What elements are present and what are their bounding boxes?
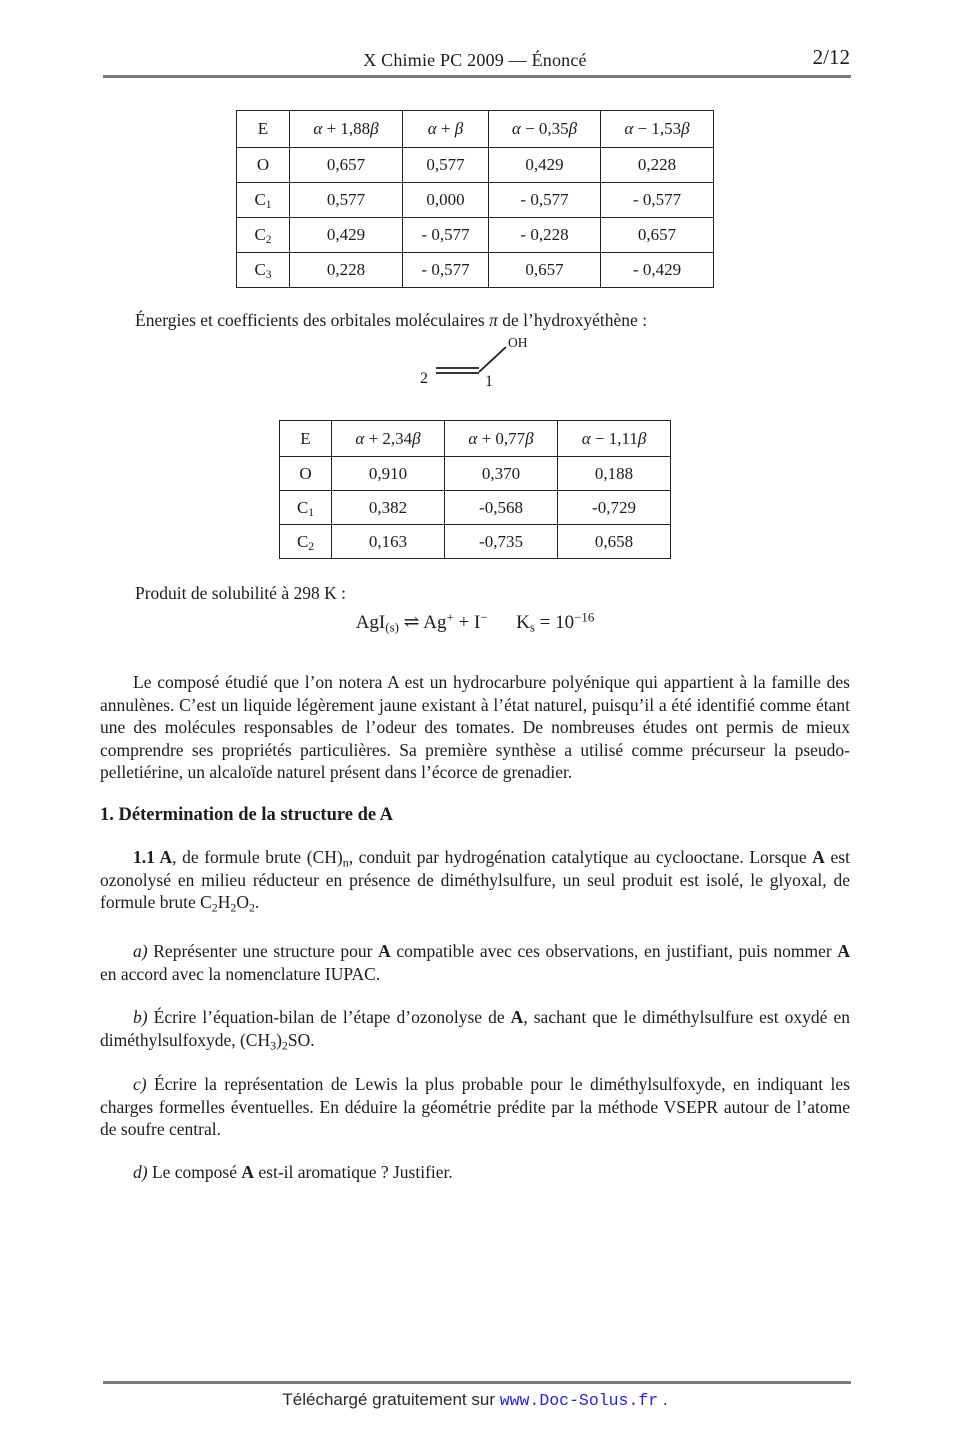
table-header-cell [489,111,601,148]
table-row [237,148,714,183]
molecule-structure [100,332,850,395]
question-d [100,1161,850,1184]
solubility-title: Produit de solubilité à 298 K : [135,583,346,603]
text-segment: s [529,619,535,635]
table-row [237,218,714,253]
text-segment: 3 [265,268,272,282]
text-segment: A [812,847,825,867]
text-segment: C [254,225,266,244]
solubility-equation [100,611,850,634]
text-segment: A [241,1162,255,1182]
text-segment: E [300,428,311,448]
hydroxyethene-diagram [414,332,536,390]
text-segment: α [355,428,365,448]
text-segment: β [412,428,421,448]
hydroxyl-label: OH [508,335,528,350]
table-row [280,525,671,559]
text-segment: β [525,428,534,448]
table-cell: 0,228 [290,253,403,288]
text-segment: ) [276,1029,282,1050]
table-row [237,183,714,218]
text-segment: est ozonolysé en milieu réducteur en présence de diméthylsulfure, un seul produit est isolé, le glyoxal, de formule brute C [100,847,850,912]
table-cell: 0,163 [332,525,445,559]
table-cell: 0,657 [489,253,601,288]
text-segment: 2 [211,900,218,915]
table-cell: 0,657 [290,148,403,183]
table-row [237,253,714,288]
table-header-cell [237,111,290,148]
atom-label-1: 1 [485,373,493,390]
header-rule [103,75,851,78]
table-header-cell [290,111,403,148]
text-segment: Écrire la représentation de Lewis la plus probable pour le diméthylsulfoxyde, en indiquant les charges formelles éventuelles. En déduire la géométrie prédite par la méthode VSEPR autour de l’atome de soufre central. [100,1074,850,1139]
table-cell: 0,370 [445,457,558,491]
text-segment: − [480,609,488,625]
table-cell: 0,000 [403,183,489,218]
question-a [100,940,850,985]
text-segment: O [256,155,270,174]
text-segment: β [637,428,647,448]
text-segment: A [837,941,850,961]
text-segment: + 1,88 [322,119,371,138]
text-segment: O [299,463,312,483]
text-segment: 2 [281,1037,288,1052]
table-row-label [237,218,290,253]
paragraph-1-1 [100,846,850,914]
text-segment: α [624,119,634,138]
text-segment: + [436,119,455,138]
text-segment: 3 [270,1037,277,1052]
table-cell: 0,429 [489,148,601,183]
text-segment: α [313,119,323,138]
table-row-label [237,183,290,218]
text-segment: ⇌ [398,612,424,633]
text-segment: C [296,497,309,517]
table-header-cell [403,111,489,148]
text-segment: Énergies et coefficients des orbitales moléculaires [135,310,490,330]
text-segment: , sachant que le diméthylsulfure est oxydé en diméthylsulfoxyde, (CH [100,1007,850,1050]
footer-suffix: . [658,1390,668,1409]
text-segment: −16 [574,609,595,625]
text-segment: 2 [308,539,315,553]
table-cell: 0,577 [403,148,489,183]
table-row [280,457,671,491]
text-segment: Ag [423,612,447,633]
table-cell: 0,228 [601,148,714,183]
table-header-cell [445,421,558,457]
table-header-row [237,111,714,148]
table-header-cell [280,421,332,457]
text-segment: 2 [265,233,272,247]
text-segment: (s) [385,619,399,635]
text-segment: β [454,119,464,138]
text-segment: = 10 [534,612,575,633]
text-segment: 2 [248,900,255,915]
table-cell: 0,429 [290,218,403,253]
atom-label-2: 2 [420,370,428,387]
table-cell: -0,568 [445,491,558,525]
table-cell: 0,657 [601,218,714,253]
orbital-table-2 [279,420,671,559]
text-segment: α [468,428,478,448]
text-segment: + 0,77 [477,428,526,448]
table-cell: - 0,577 [403,218,489,253]
text-segment: 1.1 A [133,847,173,867]
table-cell: - 0,228 [489,218,601,253]
text-segment: 1 [308,505,315,519]
text-segment: de l’hydroxyéthène : [497,310,648,330]
table-row-label [280,491,332,525]
text-segment: − 1,11 [590,428,638,448]
footer-link[interactable]: www.Doc-Solus.fr [499,1391,659,1410]
text-segment: α [427,119,437,138]
orbital-table-1-container [100,110,850,288]
text-segment: Le composé étudié que l’on notera A est un hydrocarbure polyénique qui appartient à la famille des annulènes. C’est un liquide légèrement jaune existant à l’état naturel, puisqu’il a été identifié comme étant une des molécules responsables de l’odeur des tomates. De nombreuses études ont permis de mieux comprendre ses propriétés particulières. Sa première synthèse a utilisé comme précurseur la pseudo-pelletiérine, un alcaloïde naturel présent dans l’écorce de grenadier. [100,672,850,782]
text-segment: + 2,34 [364,428,413,448]
text-segment: A [510,1007,524,1027]
table-header-cell [332,421,445,457]
text-segment: C [254,190,266,209]
table-cell: - 0,429 [601,253,714,288]
table-header-cell [601,111,714,148]
table-row-label [237,148,290,183]
table-cell: -0,735 [445,525,558,559]
text-segment: − 1,53 [633,119,682,138]
text-segment: E [257,119,269,138]
text-segment: d) [133,1162,148,1182]
text-segment: n [342,855,349,870]
text-segment: α [581,428,591,448]
table-cell: - 0,577 [601,183,714,218]
text-segment: β [568,119,578,138]
table-cell: 0,577 [290,183,403,218]
orbital-table-2-container [100,420,850,559]
table-cell: 0,382 [332,491,445,525]
footer-text [100,1390,850,1410]
text-segment: Écrire l’équation-bilan de l’étape d’ozonolyse de [147,1007,511,1027]
table-row-label [280,457,332,491]
text-segment: 1 [265,198,272,212]
section-heading: 1. Détermination de la structure de A [100,805,394,825]
text-segment: b) [133,1007,148,1027]
footer-rule [103,1381,851,1384]
table-row-label [280,525,332,559]
text-segment: Représenter une structure pour [147,941,379,961]
table-row [280,491,671,525]
text-segment: − 0,35 [520,119,569,138]
page-title: X Chimie PC 2009 — Énoncé [363,50,587,70]
text-segment: . [254,892,260,912]
text-segment: π [489,310,498,330]
table2-caption [100,310,885,331]
text-segment: 2 [230,900,237,915]
footer-prefix: Téléchargé gratuitement sur [282,1390,500,1409]
text-segment: est-il aromatique ? Justifier. [254,1162,453,1182]
table-cell: -0,729 [558,491,671,525]
hydroxyl-bond [479,347,506,372]
text-segment: + [446,609,454,625]
text-segment: C [254,260,266,279]
text-segment: C [296,531,309,551]
text-segment: Le composé [147,1162,242,1182]
text-segment: A [378,941,391,961]
text-segment: + I [453,612,481,633]
text-segment: a) [133,941,148,961]
text-segment: K [487,612,530,633]
table-cell: 0,910 [332,457,445,491]
table-header-cell [558,421,671,457]
table-header-row [280,421,671,457]
table-cell: - 0,577 [403,253,489,288]
table-cell: - 0,577 [489,183,601,218]
text-segment: c) [133,1074,147,1094]
text-segment: SO. [287,1029,315,1050]
text-segment: β [370,119,379,138]
question-c [100,1073,850,1141]
question-b [100,1006,850,1051]
table-cell: 0,188 [558,457,671,491]
text-segment: H [217,892,231,912]
table-row-label [237,253,290,288]
text-segment: , conduit par hydrogénation catalytique au cyclooctane. Lorsque [348,847,813,867]
intro-paragraph [100,671,850,784]
text-segment: O [236,892,249,912]
orbital-table-1 [236,110,714,288]
table-cell: 0,658 [558,525,671,559]
text-segment: β [681,119,690,138]
text-segment: AgI [355,612,386,633]
page-number: 2/12 [812,45,850,69]
text-segment: en accord avec la nomenclature IUPAC. [100,963,381,984]
text-segment: , de formule brute (CH) [172,847,343,867]
text-segment: compatible avec ces observations, en justifiant, puis nommer [390,941,838,961]
text-segment: α [511,119,521,138]
